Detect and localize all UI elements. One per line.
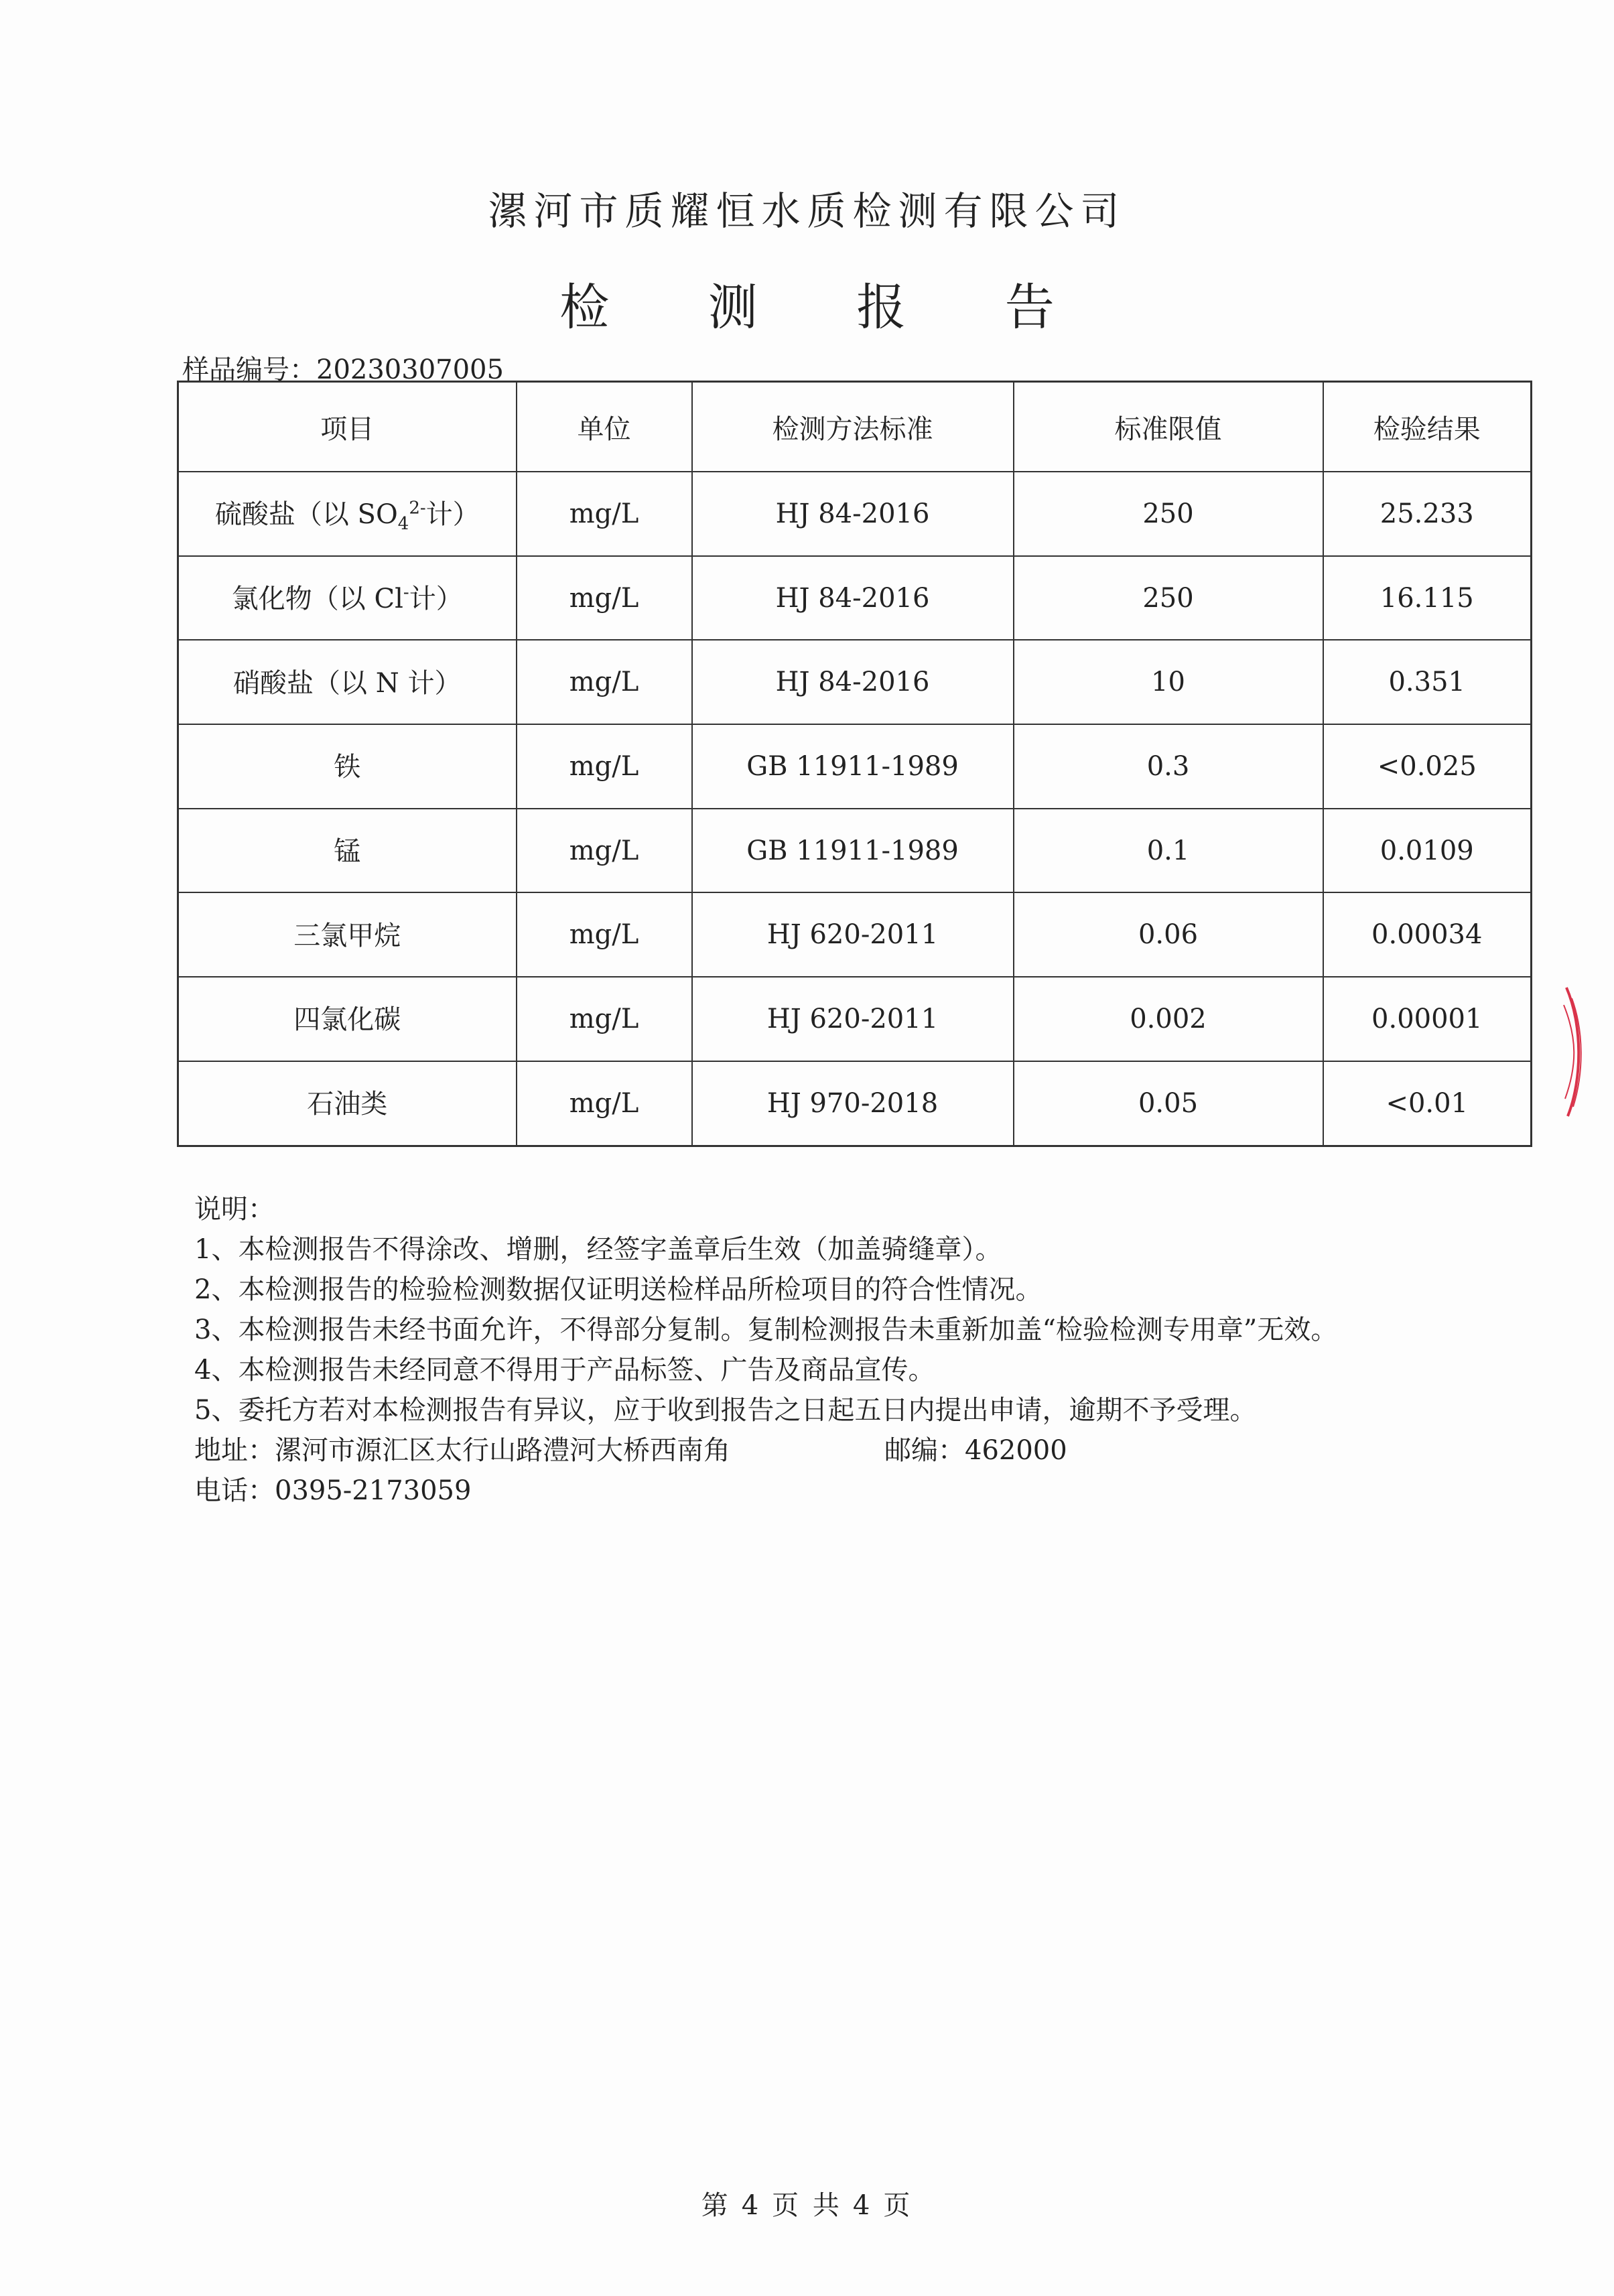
cell-item-pre: 氯化物（以 Cl bbox=[231, 584, 403, 615]
results-table bbox=[177, 381, 1532, 1147]
notes-section bbox=[194, 1189, 1337, 1511]
cell-item-pre: 石油类 bbox=[307, 1089, 388, 1120]
cell-result: 0.00001 bbox=[1323, 977, 1532, 1061]
cell-limit: 0.1 bbox=[1014, 809, 1323, 893]
cell-limit: 10 bbox=[1014, 640, 1323, 724]
seal-edge-mark bbox=[1562, 985, 1587, 1119]
cell-limit: 250 bbox=[1014, 472, 1323, 556]
cell-unit: mg/L bbox=[517, 1061, 692, 1146]
table-row bbox=[178, 977, 1532, 1061]
page-mid: 页 共 bbox=[772, 2190, 842, 2221]
cell-item-pre: 硫酸盐（以 SO bbox=[214, 499, 398, 531]
note-item: 4、本检测报告未经同意不得用于产品标签、广告及商品宣传。 bbox=[194, 1355, 935, 1386]
cell-item bbox=[178, 556, 517, 640]
table-row bbox=[178, 556, 1532, 640]
page-prefix: 第 bbox=[701, 2190, 731, 2221]
notes-heading: 说明： bbox=[194, 1194, 275, 1225]
cell-limit: 250 bbox=[1014, 556, 1323, 640]
cell-item-pre: 三氯甲烷 bbox=[293, 920, 401, 951]
cell-item bbox=[178, 640, 517, 724]
cell-limit: 0.3 bbox=[1014, 724, 1323, 809]
cell-unit: mg/L bbox=[517, 724, 692, 809]
cell-item-post: 计） bbox=[425, 499, 480, 531]
cell-item bbox=[178, 977, 517, 1061]
table-header-row bbox=[178, 382, 1532, 472]
cell-item-sup: 2- bbox=[409, 498, 426, 519]
cell-item bbox=[178, 724, 517, 809]
header-item: 项目 bbox=[178, 382, 517, 472]
phone: 电话：0395-2173059 bbox=[194, 1475, 472, 1506]
report-title: 检 测 报 告 bbox=[559, 279, 1096, 336]
page-number bbox=[0, 2184, 1614, 2222]
cell-item-pre: 硝酸盐（以 N 计） bbox=[233, 667, 462, 699]
cell-item-sub: 4 bbox=[397, 514, 409, 535]
address: 地址：漯河市源汇区太行山路澧河大桥西南角 bbox=[194, 1435, 730, 1466]
cell-item bbox=[178, 809, 517, 893]
cell-limit: 0.002 bbox=[1014, 977, 1323, 1061]
cell-method: HJ 84-2016 bbox=[692, 556, 1014, 640]
cell-unit: mg/L bbox=[517, 640, 692, 724]
table-body bbox=[178, 472, 1532, 1146]
cell-method: HJ 84-2016 bbox=[692, 472, 1014, 556]
note-item: 5、委托方若对本检测报告有异议，应于收到报告之日起五日内提出申请，逾期不予受理。 bbox=[194, 1395, 1257, 1426]
cell-item-post: 计） bbox=[409, 584, 463, 615]
note-item: 2、本检测报告的检验检测数据仅证明送检样品所检项目的符合性情况。 bbox=[194, 1274, 1043, 1305]
table-row bbox=[178, 472, 1532, 556]
header-unit: 单位 bbox=[517, 382, 692, 472]
cell-item-pre: 锰 bbox=[334, 836, 361, 868]
page-suffix: 页 bbox=[883, 2190, 913, 2221]
cell-item bbox=[178, 1061, 517, 1146]
table-row bbox=[178, 809, 1532, 893]
header-limit: 标准限值 bbox=[1014, 382, 1323, 472]
cell-result: <0.025 bbox=[1323, 724, 1532, 809]
cell-unit: mg/L bbox=[517, 892, 692, 977]
cell-method: HJ 620-2011 bbox=[692, 977, 1014, 1061]
cell-limit: 0.06 bbox=[1014, 892, 1323, 977]
page-current: 4 bbox=[741, 2190, 762, 2221]
cell-result: <0.01 bbox=[1323, 1061, 1532, 1146]
cell-result: 25.233 bbox=[1323, 472, 1532, 556]
table-row bbox=[178, 1061, 1532, 1146]
table-row bbox=[178, 640, 1532, 724]
note-item: 1、本检测报告不得涂改、增删，经签字盖章后生效（加盖骑缝章）。 bbox=[194, 1234, 1002, 1265]
cell-result: 0.00034 bbox=[1323, 892, 1532, 977]
sample-number-label: 样品编号： bbox=[182, 354, 316, 385]
company-name: 漯河市质耀恒水质检测有限公司 bbox=[488, 188, 1126, 234]
cell-result: 0.351 bbox=[1323, 640, 1532, 724]
cell-method: HJ 620-2011 bbox=[692, 892, 1014, 977]
cell-method: GB 11911-1989 bbox=[692, 724, 1014, 809]
cell-item-pre: 四氯化碳 bbox=[293, 1004, 401, 1036]
cell-method: GB 11911-1989 bbox=[692, 809, 1014, 893]
cell-method: HJ 970-2018 bbox=[692, 1061, 1014, 1146]
page-total: 4 bbox=[852, 2190, 873, 2221]
note-item: 3、本检测报告未经书面允许，不得部分复制。复制检测报告未重新加盖“检验检测专用章”无效。 bbox=[194, 1314, 1338, 1345]
header-result: 检验结果 bbox=[1323, 382, 1532, 472]
cell-item-sup: - bbox=[403, 582, 409, 603]
table-row bbox=[178, 724, 1532, 809]
cell-unit: mg/L bbox=[517, 809, 692, 893]
postcode: 邮编：462000 bbox=[884, 1435, 1067, 1466]
cell-unit: mg/L bbox=[517, 977, 692, 1061]
address-row bbox=[194, 1430, 1337, 1471]
cell-unit: mg/L bbox=[517, 472, 692, 556]
cell-result: 0.0109 bbox=[1323, 809, 1532, 893]
table-row bbox=[178, 892, 1532, 977]
cell-item-pre: 铁 bbox=[334, 752, 361, 783]
cell-limit: 0.05 bbox=[1014, 1061, 1323, 1146]
cell-method: HJ 84-2016 bbox=[692, 640, 1014, 724]
sample-number-value: 20230307005 bbox=[316, 354, 504, 385]
header-method: 检测方法标准 bbox=[692, 382, 1014, 472]
cell-unit: mg/L bbox=[517, 556, 692, 640]
cell-result: 16.115 bbox=[1323, 556, 1532, 640]
cell-item bbox=[178, 892, 517, 977]
cell-item bbox=[178, 472, 517, 556]
